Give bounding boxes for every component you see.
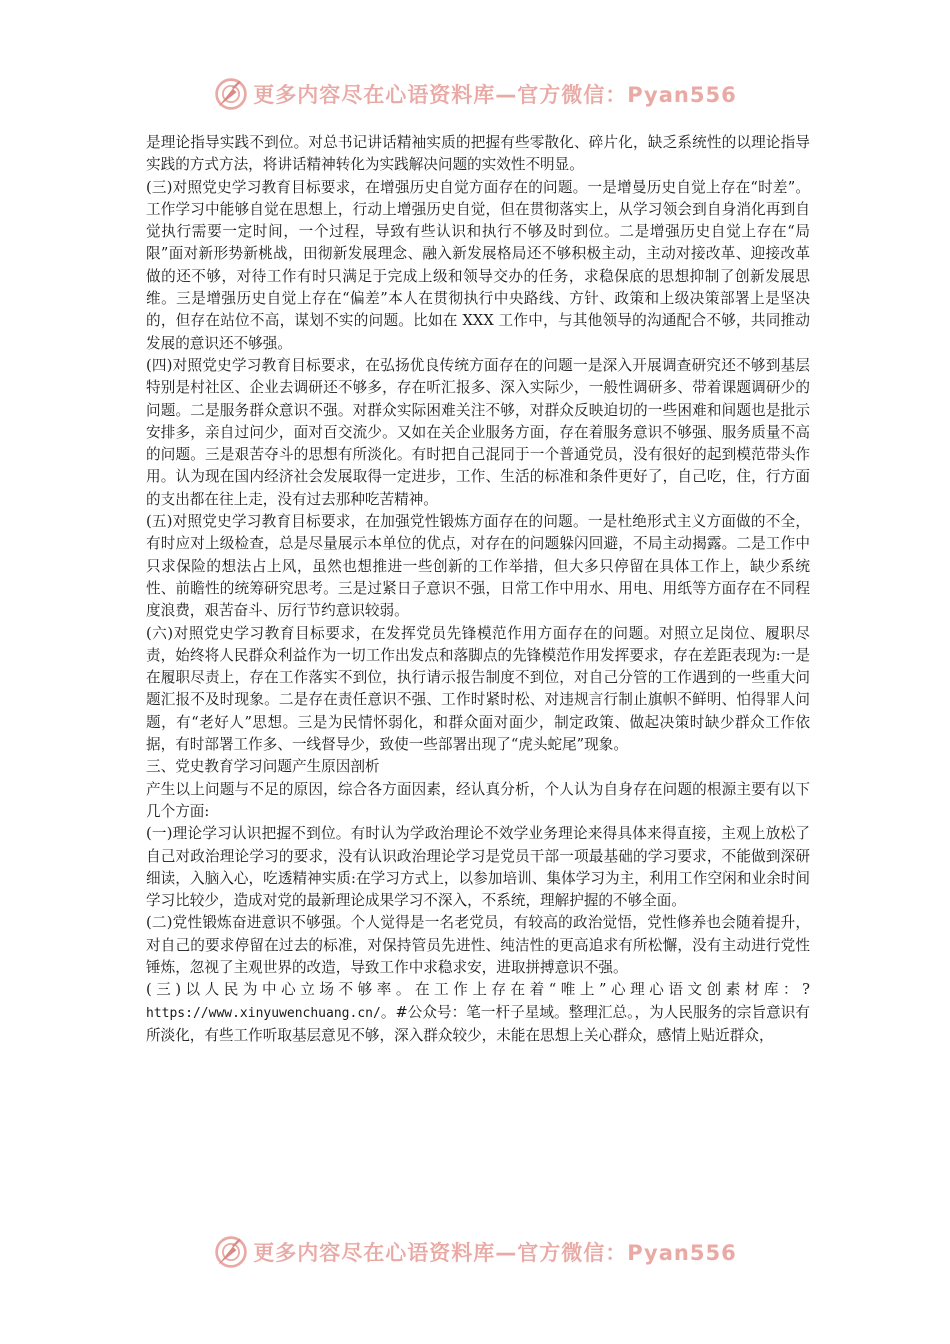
header-banner — [0, 72, 950, 116]
paragraph: (六)对照党史学习教育目标要求，在发挥党员先锋模范作用方面存在的问题。对照立足岗位、履职尽责，始终将人民群众利益作为一切工作出发点和落脚点的先锋模范作用发挥要求，存在差距表现为:一是在履职尽责上，存在工作落实不到位，执行请示报告制度不到位，对自己分管的工作遇到的一些重大问题汇报不及时现象。二是存在责任意识不强、工作时紧时松、对违规言行制止旗帜不鲜明、怕得罪人问题，有“老好人”思想。三是为民情怀弱化，和群众面对面少，制定政策、做起决策时缺少群众工作依据，有时部署工作多、一线督导少，致使一些部署出现了“虎头蛇尾”现象。 — [146, 624, 810, 754]
paragraph-last — [146, 979, 810, 1047]
paragraph: (一)理论学习认识把握不到位。有时认为学政治理论不效学业务理论来得具体来得直接，主观上放松了自己对政治理论学习的要求，没有认识政治理论学习是党员干部一项最基础的学习要求，不能做到深研细读，入脑入心，吃透精神实质:在学习方式上，以参加培训、集体学习为主，利用工作空闲和业余时间学习比较少，造成对党的最新理论成果学习不深入，不系统，理解护握的不够全面。 — [146, 825, 810, 910]
banner-text: 更多内容尽在心语资料库—官方微信：Pyan556 — [253, 83, 737, 107]
footer-banner — [0, 1230, 950, 1274]
document-body — [146, 132, 810, 1047]
paragraph-text: (三)以人民为中心立场不够率。在工作上存在着“唯上”心理心语文创素材库：? — [146, 981, 810, 999]
paragraph: (二)党性锻炼奋进意识不够强。个人觉得是一名老党员，有较高的政治觉悟，党性修养也会随着提升，对自己的要求停留在过去的标准，对保持管员先进性、纯洁性的更高追求有所松懈，没有主动进行党性锤炼，忽视了主观世界的改造，导致工作中求稳求安，进取拼搏意识不强。 — [146, 914, 810, 976]
section-heading: 三、党史教育学习问题产生原因剖析 — [146, 758, 380, 776]
paragraph: (四)对照党史学习教育目标要求，在弘扬优良传统方面存在的问题一是深入开展调查研究还不够到基层特别是村社区、企业去调研还不够多，存在听汇报多、深入实际少，一般性调研多、带着课题调研少的问题。二是服务群众意识不强。对群众实际困难关注不够，对群众反映迫切的一些困难和间题也是批示安排多，亲自过问少，面对百交流少。又如在关企业服务方面，存在着服务意识不够强、服务质量不高的问题。三是艰苦夺斗的思想有所淡化。有时把自己混同于一个普通党员，没有很好的起到模范带头作用。认为现在国内经济社会发展取得一定进步，工作、生活的标准和条件更好了，自己吃，住，行方面的支出都在往上走，没有过去那种吃苦精神。 — [146, 356, 810, 508]
paragraph: (三)对照党史学习教育目标要求，在增强历史自觉方面存在的问题。一是增曼历史自觉上存在“时差”。工作学习中能够自觉在思想上，行动上增强历史自觉，但在贯彻落实上，从学习领会到自身消化再到自觉执行需要一定时间，一个过程，导致有些认识和执行不够及时到位。二是增强历史自觉上存在“局限”面对新形势新桃战，田彻新发展理念、融入新发展格局还不够积极主动，主动对接改革、迎接改革做的还不够，对待工作有时只满足于完成上级和领导交办的任务，求稳保底的思想抑制了创新发展思维。三是增强历史自觉上存在“偏差”本人在贯彻执行中央路线、方针、政策和上级决策部署上是坚决的，但存在站位不高，谋划不实的问题。比如在 XXX 工作中，与其他领导的沟通配合不够，共同推动发展的意识还不够强。 — [146, 178, 810, 352]
url-text: https://www.xinyuwenchuang.cn/ — [146, 1005, 381, 1021]
logo-icon — [213, 1234, 249, 1270]
logo-icon — [213, 76, 249, 112]
paragraph: (五)对照党史学习教育目标要求，在加强党性锻炼方面存在的问题。一是杜绝形式主义方面做的不全，有时应对上级检查，总是尽量展示本单位的优点，对存在的问题躲闪回避，不局主动揭露。二是工作中只求保险的想法占上风，虽然也想推进一些创新的工作举措，但大多只停留在具体工作上，缺少系统性、前瞻性的统筹研究思考。三是过紧日子意识不强，日常工作中用水、用电、用纸等方面存在不同程度浪费，艰苦奋斗、厉行节约意识较弱。 — [146, 513, 810, 620]
paragraph-text: 。#公众号：笔一杆子星域。整理汇总。，为人民服务的宗旨意识有所淡化，有些工作听取基层意见不够，深入群众较少，未能在思想上关心群众，感情上贴近群众， — [146, 1003, 810, 1044]
paragraph: 是理论指导实践不到位。对总书记讲话精袖实质的把握有些零散化、碎片化，缺乏系统性的以理论指导实践的方式方法，将讲话精神转化为实践解决问题的实效性不明显。 — [146, 134, 810, 174]
paragraph: 产生以上问题与不足的原因，综合各方面因素，经认真分析，个人认为自身存在问题的根源主要有以下几个方面: — [146, 780, 810, 820]
banner-text: 更多内容尽在心语资料库—官方微信：Pyan556 — [253, 1241, 737, 1265]
